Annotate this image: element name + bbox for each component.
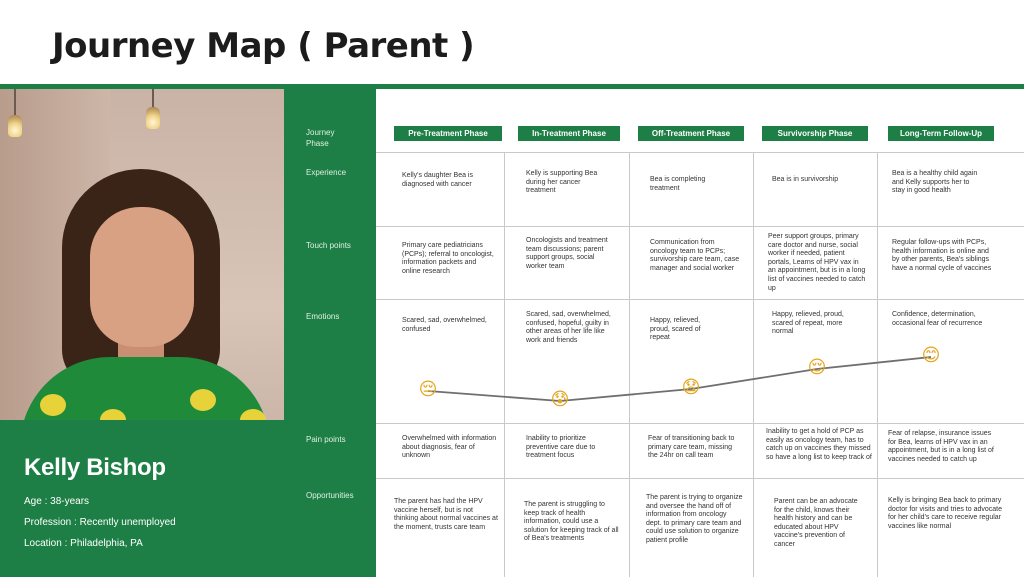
- experience-cell: Bea is a healthy child again and Kelly supports her to stay in good health: [892, 170, 978, 195]
- experience-cell: Kelly is supporting Bea during her cancer treatment: [526, 170, 598, 195]
- pendant-lamp: [8, 115, 22, 137]
- row-label-phase: Journey Phase: [306, 128, 335, 148]
- phase-header-in-treatment: In-Treatment Phase: [518, 126, 620, 141]
- phase-header-pre-treatment: Pre-Treatment Phase: [394, 126, 502, 141]
- emotion-curve-line: [428, 357, 931, 401]
- row-label-opportunities: Opportunities: [306, 491, 354, 500]
- experience-cell: Bea is in survivorship: [772, 176, 839, 183]
- persona-location: Location : Philadelphia, PA: [24, 538, 143, 549]
- emotions-cell: Happy, relieved, proud, scared of repeat: [650, 317, 701, 342]
- row-label-column: [284, 89, 376, 577]
- lamp-cord: [14, 89, 16, 115]
- pain-points-cell: Fear of relapse, insurance issues for Bea, learns of HPV vax in an appointment, but is in a long list of vaccines needed to catch up: [888, 430, 994, 463]
- touch-points-cell: Oncologists and treatment team discussions; parent support groups, social worker team: [526, 237, 608, 270]
- opportunities-cell: Kelly is bringing Bea back to primary doctor for visits and tries to advocate for her child's care to receive regular vaccines like normal: [888, 497, 1002, 530]
- experience-cell: Kelly's daughter Bea is diagnosed with cancer: [402, 172, 473, 188]
- emotion-relieved-icon: 😌: [807, 357, 827, 378]
- opportunities-cell: The parent has had the HPV vaccine herself, but is not thinking about normal vaccines at the moment, trusts care team: [394, 498, 498, 531]
- emotions-cell: Scared, sad, overwhelmed, confused: [402, 317, 487, 333]
- pain-points-cell: Fear of transitioning back to primary care team, missing the 24hr on call team: [648, 435, 735, 460]
- emotions-cell: Confidence, determination, occasional fear of recurrence: [892, 311, 983, 327]
- sweater-dot: [190, 389, 216, 411]
- persona-age: Age : 38-years: [24, 496, 90, 507]
- row-label-experience: Experience: [306, 168, 347, 177]
- pain-points-cell: Overwhelmed with information about diagnosis, fear of unknown: [402, 435, 497, 460]
- row-label-pain-points: Pain points: [306, 435, 346, 444]
- pendant-lamp: [146, 107, 160, 129]
- lamp-cord: [152, 89, 154, 107]
- emotion-sad-icon: 😔: [418, 379, 438, 400]
- persona-profession: Profession : Recently unemployed: [24, 517, 176, 528]
- opportunities-cell: Parent can be an advocate for the child, knows their health history and can be educated about HPV vaccine's prevention of cancer: [774, 498, 858, 548]
- phase-header-long-term: Long-Term Follow-Up: [888, 126, 994, 141]
- opportunities-cell: The parent is trying to organize and oversee the hand off of information from oncology dept. to primary care team and could use solution to organize patient profile: [646, 494, 743, 544]
- emotion-worried-icon: 😧: [681, 377, 701, 398]
- phase-header-survivorship: Survivorship Phase: [762, 126, 868, 141]
- phase-header-off-treatment: Off-Treatment Phase: [638, 126, 744, 141]
- touch-points-cell: Primary care pediatricians (PCPs); referral to oncologist, information packets and online research: [402, 242, 494, 275]
- page-title: Journey Map ( Parent ): [52, 26, 475, 66]
- emotions-cell: Scared, sad, overwhelmed, confused, hopeful, guilty in other areas of her life like work and friends: [526, 311, 611, 344]
- touch-points-cell: Peer support groups, primary care doctor and nurse, social worker if needed, patient portals, Learns of HPV vax in an appointment, but is in a long list of vaccines needed to catch up: [768, 233, 866, 292]
- row-label-emotions: Emotions: [306, 312, 340, 321]
- persona-card: [0, 420, 284, 577]
- emotion-anxious-icon: 😰: [550, 389, 570, 410]
- touch-points-cell: Communication from oncology team to PCPs; survivorship care team, case manager and social worker: [650, 239, 740, 272]
- persona-name: Kelly Bishop: [24, 454, 166, 481]
- sweater-dot: [40, 394, 66, 416]
- pain-points-cell: Inability to prioritize preventive care due to treatment focus: [526, 435, 596, 460]
- emotion-happy-icon: 😊: [921, 345, 941, 366]
- emotion-curve: [376, 89, 1024, 577]
- experience-cell: Bea is completing treatment: [650, 176, 706, 192]
- opportunities-cell: The parent is struggling to keep track of health information, could use a solution for keeping track of all of Bea's treatments: [524, 501, 619, 543]
- emotions-cell: Happy, relieved, proud, scared of repeat, more normal: [772, 311, 844, 336]
- pain-points-cell: Inability to get a hold of PCP as easily as oncology team, has to catch up on vaccines they missed so have a long list to keep track of: [766, 428, 872, 461]
- touch-points-cell: Regular follow-ups with PCPs, health information is online and by other parents, Bea's siblings have a normal cycle of vaccines: [892, 239, 992, 272]
- row-label-touch-points: Touch points: [306, 241, 351, 250]
- persona-face: [90, 207, 194, 347]
